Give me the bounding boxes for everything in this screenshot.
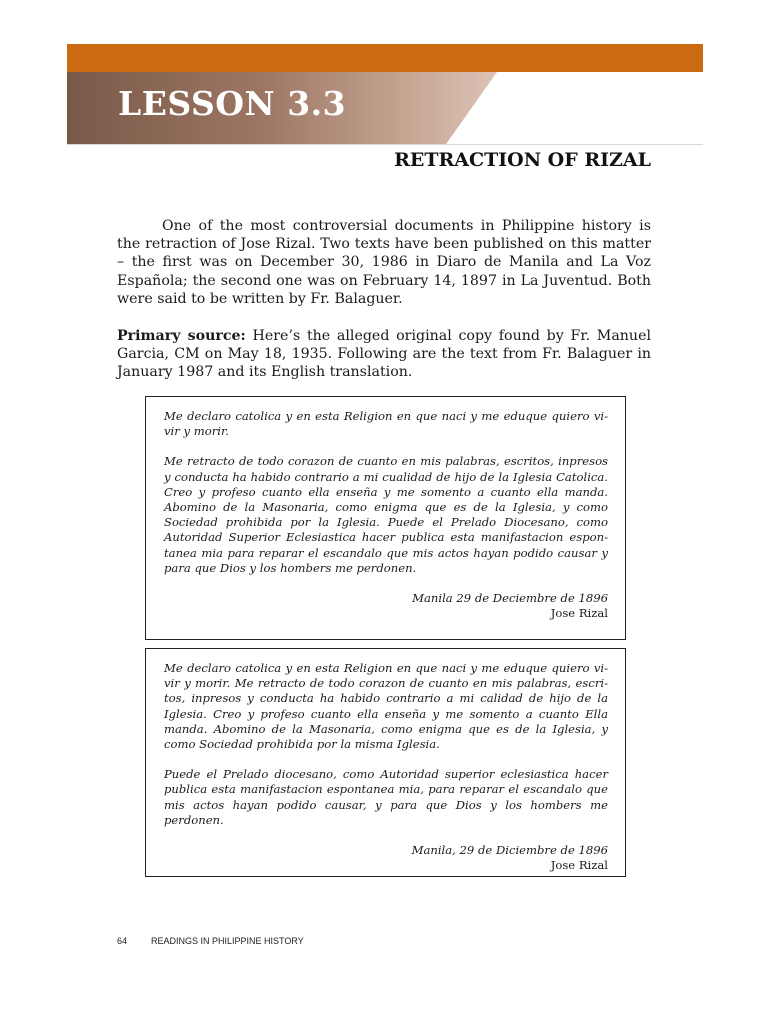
box1-paragraph-2: Me retracto de todo corazon de cuanto en mis palabras, escritos, inpresos y conducta ha habido contrario a mi cualidad de hijo de la Iglesia Catolica. Creo y profeso cuanto ella enseña y me somento a cuanto ella manda. Abomino de la Masonaria, como enigma que es de la Iglesia, y como Sociedad prohibida por la Iglesia. Puede el Prelado Diocesano, como Autoridad Superior Eclesiastica hacer publica esta manifastacion espon-tanea mia para reparar el escandalo que mis actos hayan podido causar y para que Dios y los hombers me perdonen. [164, 454, 608, 575]
box1-place-date: Manila 29 de Deciembre de 1896 [412, 591, 608, 606]
box1-paragraph-1: Me declaro catolica y en esta Religion en que naci y me eduque quiero vi-vir y morir. [164, 409, 608, 439]
header-divider [67, 144, 703, 145]
box2-paragraph-2: Puede el Prelado diocesano, como Autoridad superior eclesiastica hacer publica esta manifastacion espontanea mia, para reparar el escandalo que mis actos hayan podido causar, y para que Dios y los hombers me perdonen. [164, 767, 608, 827]
page-number: 64 [117, 936, 128, 946]
box1-signature-block [164, 591, 608, 621]
retraction-text-box-2 [145, 648, 626, 877]
retraction-text-box-1 [145, 396, 626, 640]
intro-paragraph: One of the most controversial documents in Philippine history is the retraction of Jose Rizal. Two texts have been published on this matter – the first was on December 30, 1986 in Diaro de Manila and La Voz Española; the second one was on February 14, 1897 in La Juventud. Both were said to be written by Fr. Balaguer. [117, 218, 651, 307]
document-title: RETRACTION OF RIZAL [394, 149, 651, 171]
box2-paragraph-1: Me declaro catolica y en esta Religion en que naci y me eduque quiero vi-vir y morir. Me retracto de todo corazon de cuanto en mis palabras, escri-tos, inpresos y conducta ha habido contrario a mi calidad de hijo de la Iglesia. Creo y profeso cuanto ella enseña y me somento a cuanto Ella manda. Abomino de la Masonaria, como enigma que es de la Iglesia, y como Sociedad prohibida por la misma Iglesia. [164, 661, 608, 752]
page-footer [117, 936, 304, 946]
primary-source-text: Here’s the alleged original copy found by Fr. Manuel Garcia, CM on May 18, 1935. Following are the text from Fr. Balaguer in January 1987 and its English translation. [117, 328, 651, 381]
box1-signature: Jose Rizal [550, 606, 608, 621]
box2-signature-block [164, 843, 608, 873]
book-title: READINGS IN PHILIPPINE HISTORY [151, 936, 304, 946]
primary-source-paragraph [117, 327, 651, 382]
header-banner-top-bar [67, 44, 703, 72]
lesson-title: LESSON 3.3 [118, 84, 347, 123]
primary-source-label: Primary source: [117, 328, 246, 344]
box2-signature: Jose Rizal [550, 858, 608, 873]
box2-place-date: Manila, 29 de Diciembre de 1896 [411, 843, 608, 858]
